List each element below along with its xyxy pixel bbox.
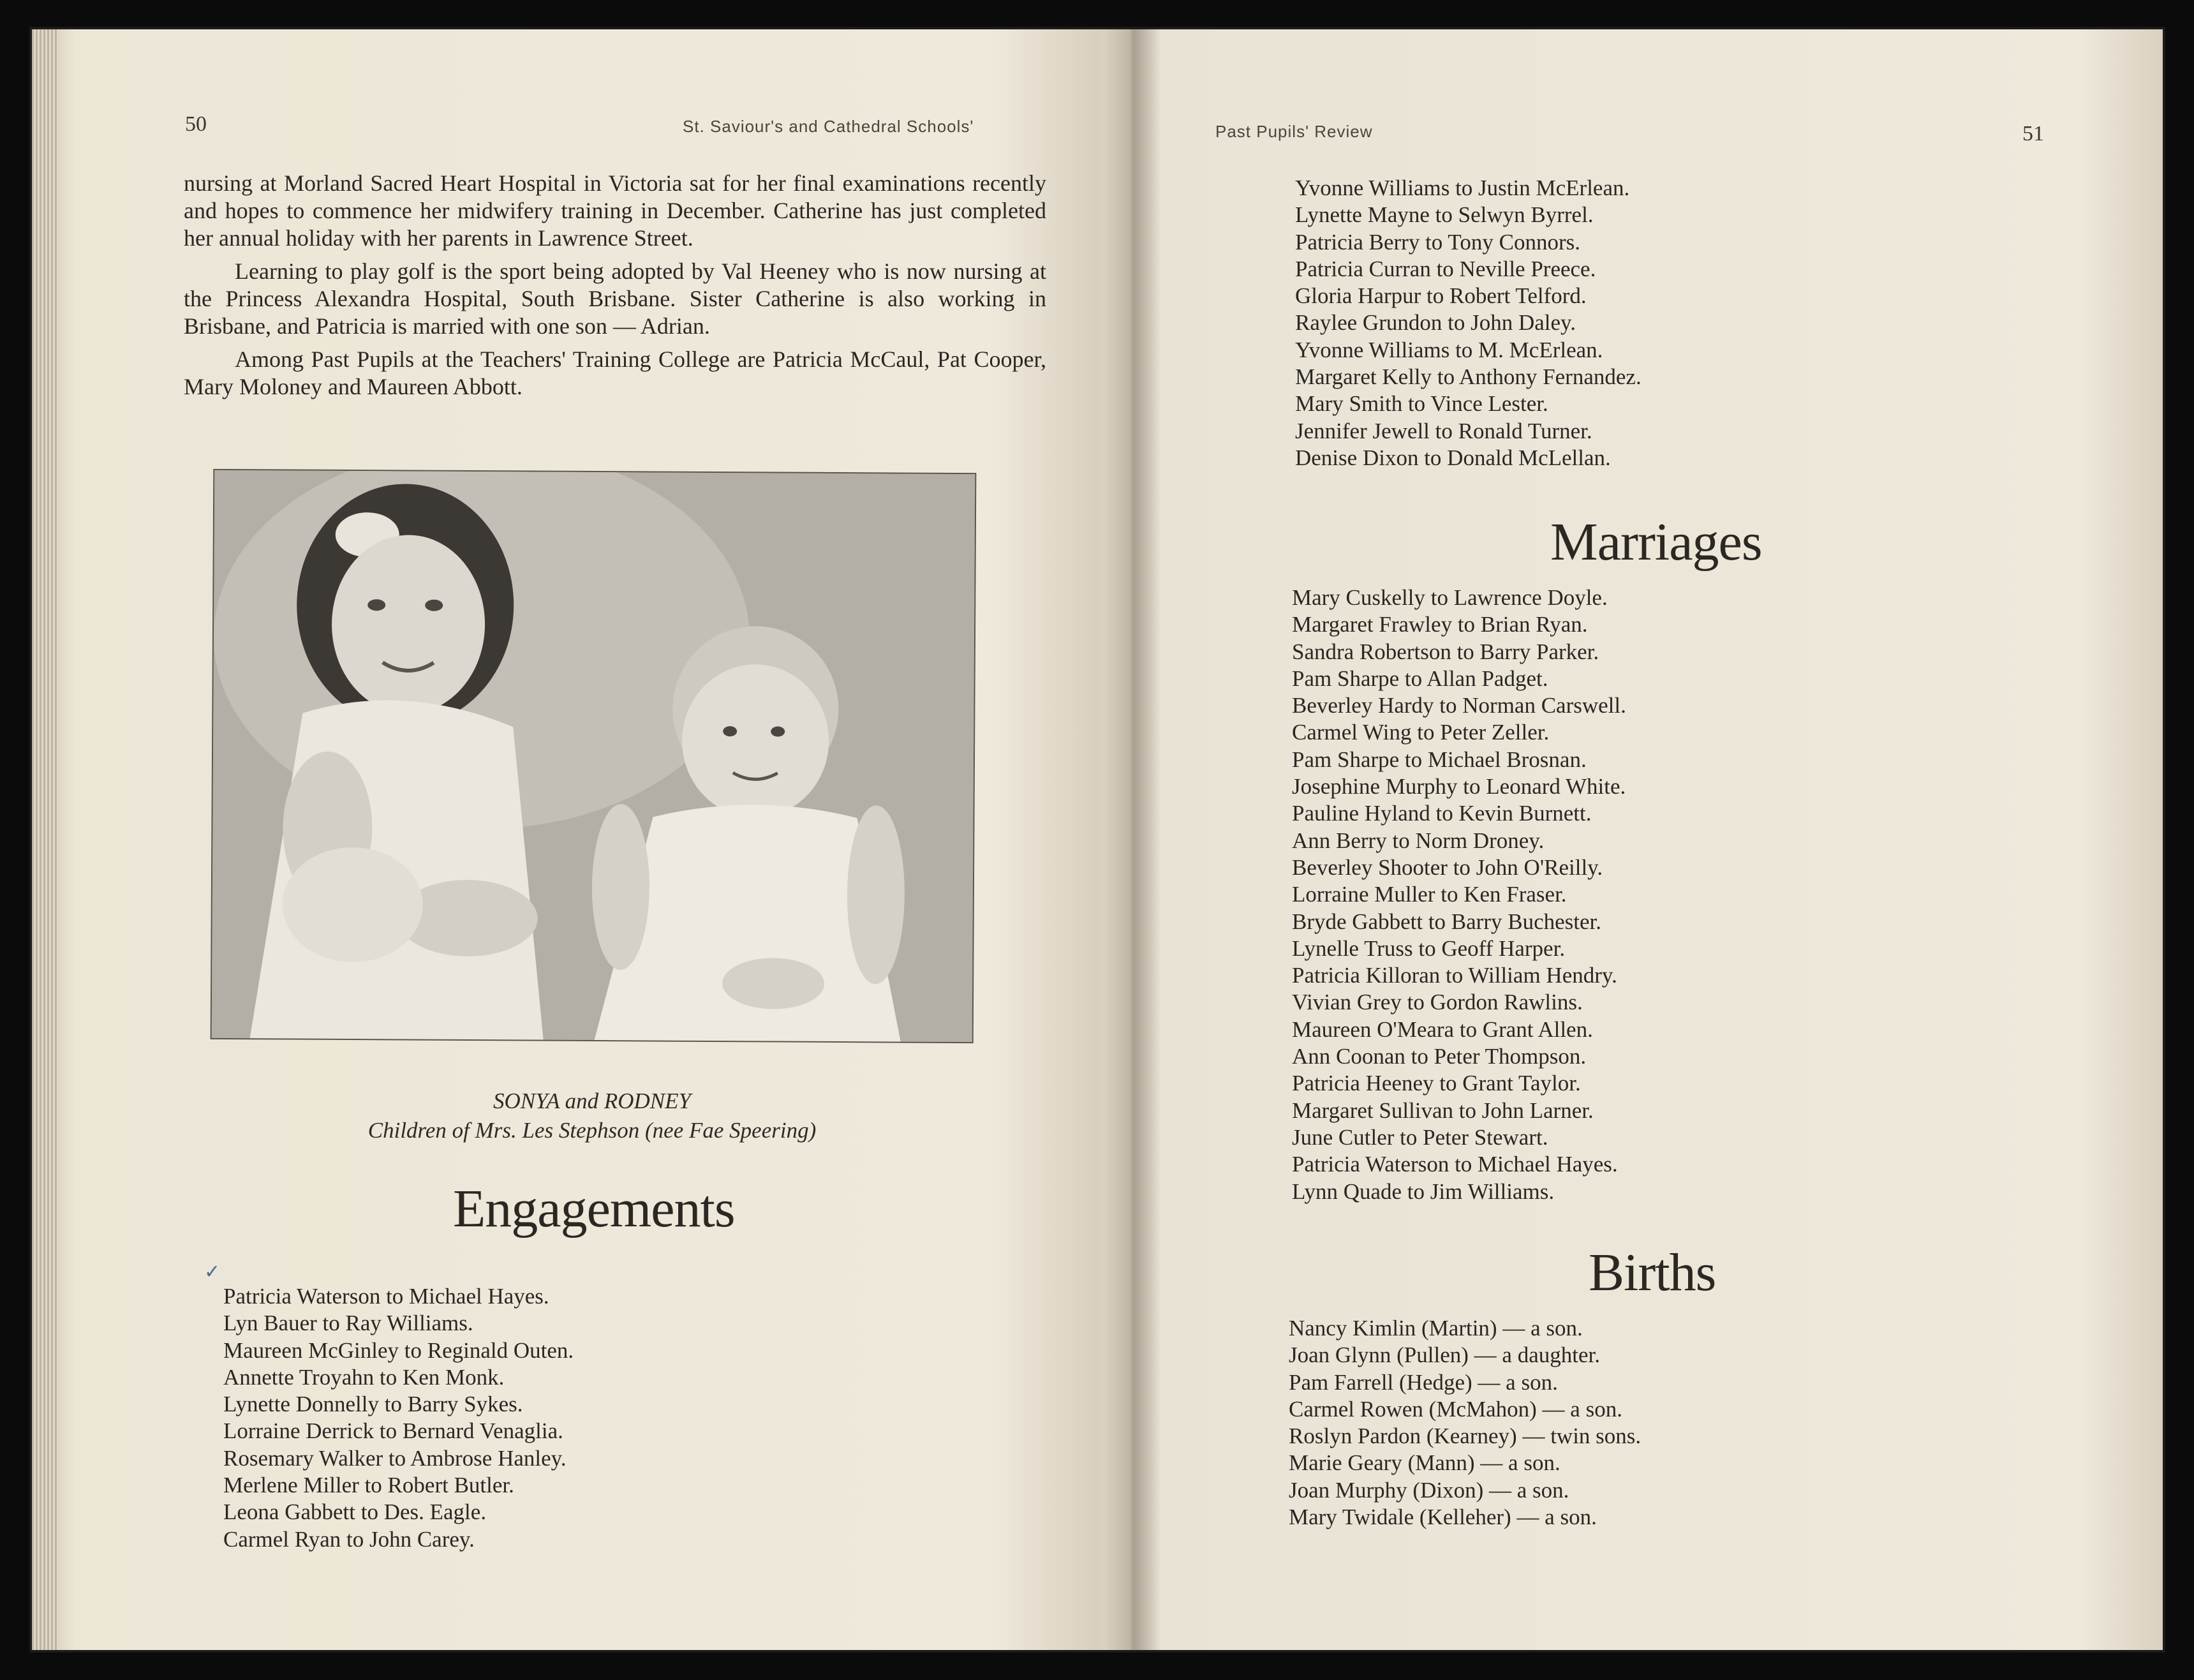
list-item: Annette Troyahn to Ken Monk. xyxy=(223,1364,505,1390)
list-item: Ann Berry to Norm Droney. xyxy=(1292,828,1545,853)
list-item: Roslyn Pardon (Kearney) — twin sons. xyxy=(1289,1424,1642,1449)
list-item: Maureen McGinley to Reginald Outen. xyxy=(223,1337,574,1363)
engagements-continued-list xyxy=(1295,175,1642,472)
list-item: Patricia Berry to Tony Connors. xyxy=(1295,229,1580,255)
list-item: Ann Coonan to Peter Thompson. xyxy=(1292,1044,1587,1069)
running-head: Past Pupils' Review xyxy=(1215,122,1373,141)
list-item: Carmel Rowen (McMahon) — a son. xyxy=(1289,1396,1622,1422)
paragraph: Among Past Pupils at the Teachers' Training College are Patricia McCaul, Pat Cooper, Mary Moloney and Maureen Abbott. xyxy=(184,346,1046,399)
running-head: St. Saviour's and Cathedral Schools' xyxy=(683,117,974,136)
list-item: Lorraine Derrick to Bernard Venaglia. xyxy=(223,1418,563,1444)
magazine-spread xyxy=(32,29,2163,1650)
list-item: Lorraine Muller to Ken Fraser. xyxy=(1292,882,1567,907)
list-item: Pam Sharpe to Michael Brosnan. xyxy=(1292,747,1587,772)
photo-caption-title: SONYA and RODNEY xyxy=(493,1089,691,1113)
children-photo xyxy=(211,469,977,1043)
page-number: 51 xyxy=(2022,122,2044,145)
list-item: Raylee Grundon to John Daley. xyxy=(1295,310,1576,336)
births-heading: Births xyxy=(1589,1243,1716,1302)
list-item: Yvonne Williams to M. McErlean. xyxy=(1295,337,1603,362)
list-item: Carmel Wing to Peter Zeller. xyxy=(1292,720,1550,745)
list-item: Beverley Hardy to Norman Carswell. xyxy=(1292,693,1626,718)
list-item: Marie Geary (Mann) — a son. xyxy=(1289,1450,1560,1476)
list-item: Josephine Murphy to Leonard White. xyxy=(1292,774,1626,799)
list-item: Lynn Quade to Jim Williams. xyxy=(1292,1178,1555,1204)
list-item: Denise Dixon to Donald McLellan. xyxy=(1295,445,1611,470)
list-item: Leona Gabbett to Des. Eagle. xyxy=(223,1499,487,1525)
list-item: Margaret Kelly to Anthony Fernandez. xyxy=(1295,364,1642,390)
births-list xyxy=(1289,1315,1641,1531)
list-item: June Cutler to Peter Stewart. xyxy=(1292,1124,1548,1150)
list-item: Nancy Kimlin (Martin) — a son. xyxy=(1289,1316,1583,1341)
list-item: Vivian Grey to Gordon Rawlins. xyxy=(1292,990,1583,1015)
list-item: Joan Glynn (Pullen) — a daughter. xyxy=(1289,1342,1600,1368)
list-item: Joan Murphy (Dixon) — a son. xyxy=(1289,1477,1569,1503)
list-item: Merlene Miller to Robert Butler. xyxy=(223,1473,514,1498)
marriages-list xyxy=(1292,584,1626,1205)
list-item: Beverley Shooter to John O'Reilly. xyxy=(1292,854,1603,880)
right-page xyxy=(1129,29,2163,1650)
left-page xyxy=(32,29,1129,1650)
photo-illustration xyxy=(212,470,975,1042)
list-item: Gloria Harpur to Robert Telford. xyxy=(1295,283,1587,309)
list-item: Patricia Heeney to Grant Taylor. xyxy=(1292,1071,1581,1096)
list-item: Lyn Bauer to Ray Williams. xyxy=(223,1311,473,1336)
paragraph: nursing at Morland Sacred Heart Hospital in Victoria sat for her final examinations recently and hopes to commence her midwifery training in December. Catherine has just completed her annual holiday with her parents in Lawrence Street. xyxy=(184,170,1046,251)
page-number: 50 xyxy=(185,112,207,136)
engagements-heading: Engagements xyxy=(453,1179,735,1238)
list-item: Lynelle Truss to Geoff Harper. xyxy=(1292,935,1566,961)
list-item: Mary Twidale (Kelleher) — a son. xyxy=(1289,1505,1597,1530)
body-text xyxy=(184,170,1046,406)
engagements-list xyxy=(223,1283,574,1553)
pen-tick-mark: ✓ xyxy=(204,1261,221,1282)
list-item: Rosemary Walker to Ambrose Hanley. xyxy=(223,1445,567,1471)
list-item: Bryde Gabbett to Barry Buchester. xyxy=(1292,909,1602,934)
list-item: Mary Smith to Vince Lester. xyxy=(1295,391,1548,417)
list-item: Pauline Hyland to Kevin Burnett. xyxy=(1292,801,1592,826)
list-item: Pam Sharpe to Allan Padget. xyxy=(1292,665,1548,691)
list-item: Margaret Sullivan to John Larner. xyxy=(1292,1097,1594,1123)
list-item: Patricia Curran to Neville Preece. xyxy=(1295,256,1596,281)
list-item: Sandra Robertson to Barry Parker. xyxy=(1292,639,1599,664)
marriages-heading: Marriages xyxy=(1550,512,1762,572)
list-item: Maureen O'Meara to Grant Allen. xyxy=(1292,1016,1593,1042)
list-item: Patricia Waterson to Michael Hayes. xyxy=(1292,1152,1618,1177)
list-item: Pam Farrell (Hedge) — a son. xyxy=(1289,1369,1558,1395)
list-item: Lynette Donnelly to Barry Sykes. xyxy=(223,1392,523,1417)
list-item: Lynette Mayne to Selwyn Byrrel. xyxy=(1295,202,1594,228)
photo-caption-subtitle: Children of Mrs. Les Stephson (nee Fae Speering) xyxy=(367,1118,817,1143)
list-item: Mary Cuskelly to Lawrence Doyle. xyxy=(1292,585,1608,610)
list-item: Margaret Frawley to Brian Ryan. xyxy=(1292,612,1588,637)
list-item: Jennifer Jewell to Ronald Turner. xyxy=(1295,418,1592,443)
list-item: Patricia Killoran to William Hendry. xyxy=(1292,963,1617,988)
list-item: Carmel Ryan to John Carey. xyxy=(223,1526,475,1552)
paragraph: Learning to play golf is the sport being adopted by Val Heeney who is now nursing at the Princess Alexandra Hospital, South Brisbane. Sister Catherine is also working in Brisbane, and Patricia is married with one son — Adrian. xyxy=(184,258,1046,339)
list-item: Yvonne Williams to Justin McErlean. xyxy=(1295,175,1630,200)
list-item: Patricia Waterson to Michael Hayes. xyxy=(223,1284,549,1309)
